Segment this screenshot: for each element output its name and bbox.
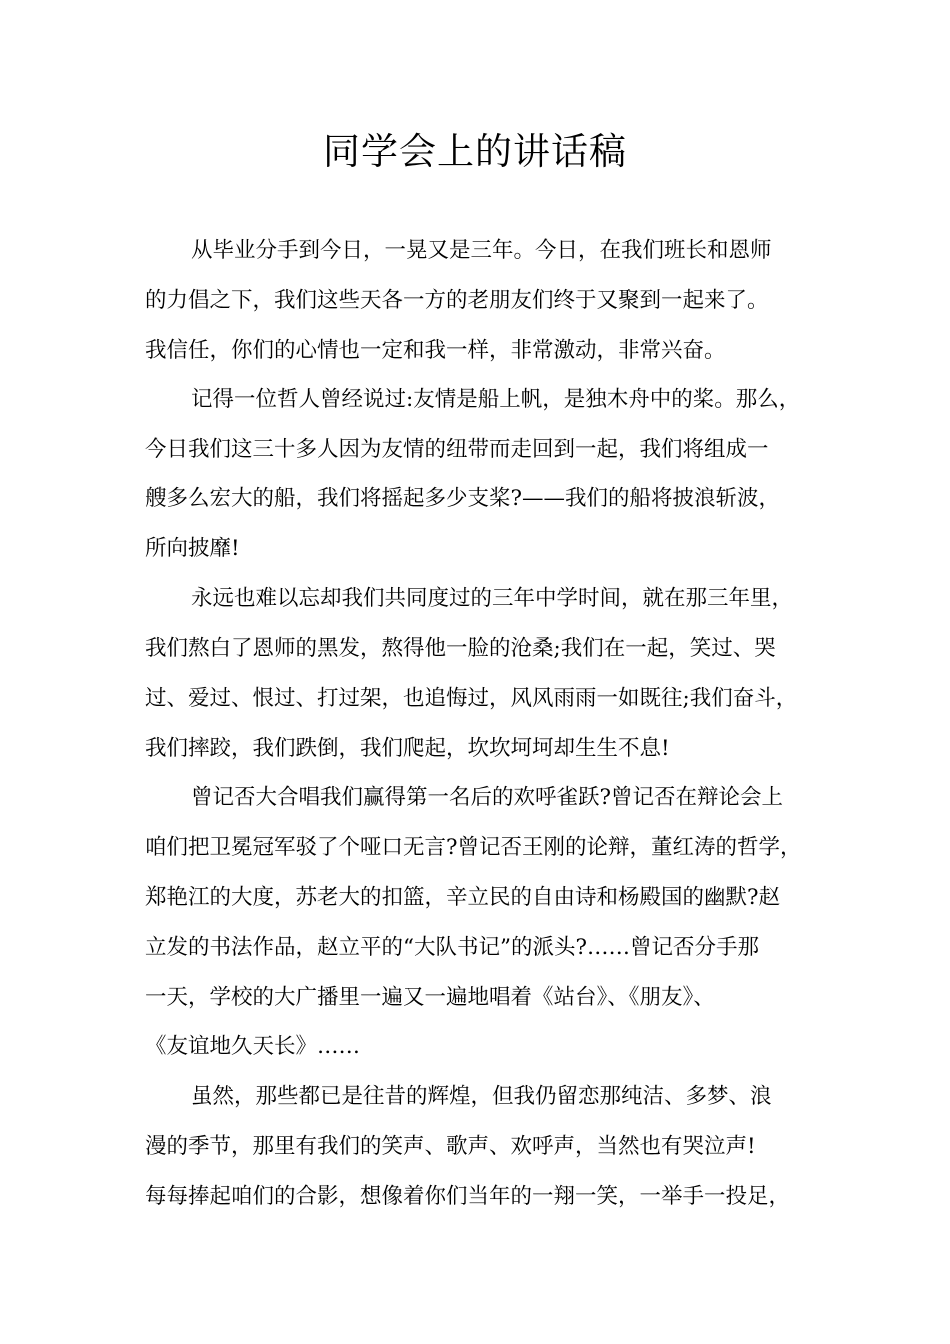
paragraph-4-line-1: 曾记否大合唱我们赢得第一名后的欢呼雀跃?曾记否在辩论会上 bbox=[191, 785, 784, 810]
paragraph-4-line-5: 一天，学校的大广播里一遍又一遍地唱着《站台》、《朋友》、 bbox=[145, 985, 715, 1010]
paragraph-5-line-2: 漫的季节，那里有我们的笑声、歌声、欢呼声，当然也有哭泣声! bbox=[145, 1134, 756, 1159]
paragraph-2-line-2: 今日我们这三十多人因为友情的纽带而走回到一起，我们将组成一 bbox=[145, 437, 769, 462]
paragraph-4-line-3: 郑艳江的大度，苏老大的扣篮，辛立民的自由诗和杨殿国的幽默?赵 bbox=[145, 885, 781, 910]
paragraph-3-line-3: 过、爱过、恨过、打过架，也追悔过，风风雨雨一如既往;我们奋斗， bbox=[145, 686, 798, 711]
paragraph-2-line-4: 所向披靡! bbox=[145, 536, 240, 561]
paragraph-1-line-2: 的力倡之下，我们这些天各一方的老朋友们终于又聚到一起来了。 bbox=[145, 288, 769, 313]
paragraph-1-line-3: 我信任，你们的心情也一定和我一样，非常激动，非常兴奋。 bbox=[145, 338, 726, 363]
paragraph-2-line-1: 记得一位哲人曾经说过:友情是船上帆，是独木舟中的桨。那么， bbox=[191, 387, 801, 412]
document-title: 同学会上的讲话稿 bbox=[323, 130, 627, 173]
paragraph-5-line-1: 虽然，那些都已是往昔的辉煌，但我仍留恋那纯洁、多梦、浪 bbox=[191, 1084, 772, 1109]
paragraph-3-line-2: 我们熬白了恩师的黑发，熬得他一脸的沧桑;我们在一起，笑过、哭 bbox=[145, 636, 776, 661]
paragraph-2-line-3: 艘多么宏大的船，我们将摇起多少支桨?——我们的船将披浪斩波， bbox=[145, 486, 781, 511]
paragraph-3-line-4: 我们摔跤，我们跌倒，我们爬起，坎坎坷坷却生生不息! bbox=[145, 736, 670, 761]
paragraph-3-line-1: 永远也难以忘却我们共同度过的三年中学时间，就在那三年里， bbox=[191, 586, 794, 611]
paragraph-4-line-4: 立发的书法作品，赵立平的“大队书记”的派头?……曾记否分手那 bbox=[145, 935, 760, 960]
paragraph-5-line-3: 每每捧起咱们的合影，想像着你们当年的一翔一笑，一举手一投足， bbox=[145, 1184, 791, 1209]
paragraph-4-line-6: 《友谊地久天长》…… bbox=[145, 1034, 361, 1059]
paragraph-4-line-2: 咱们把卫冕冠军驳了个哑口无言?曾记否王刚的论辩，董红涛的哲学， bbox=[145, 835, 802, 860]
paragraph-1-line-1: 从毕业分手到今日，一晃又是三年。今日，在我们班长和恩师 bbox=[191, 238, 772, 263]
